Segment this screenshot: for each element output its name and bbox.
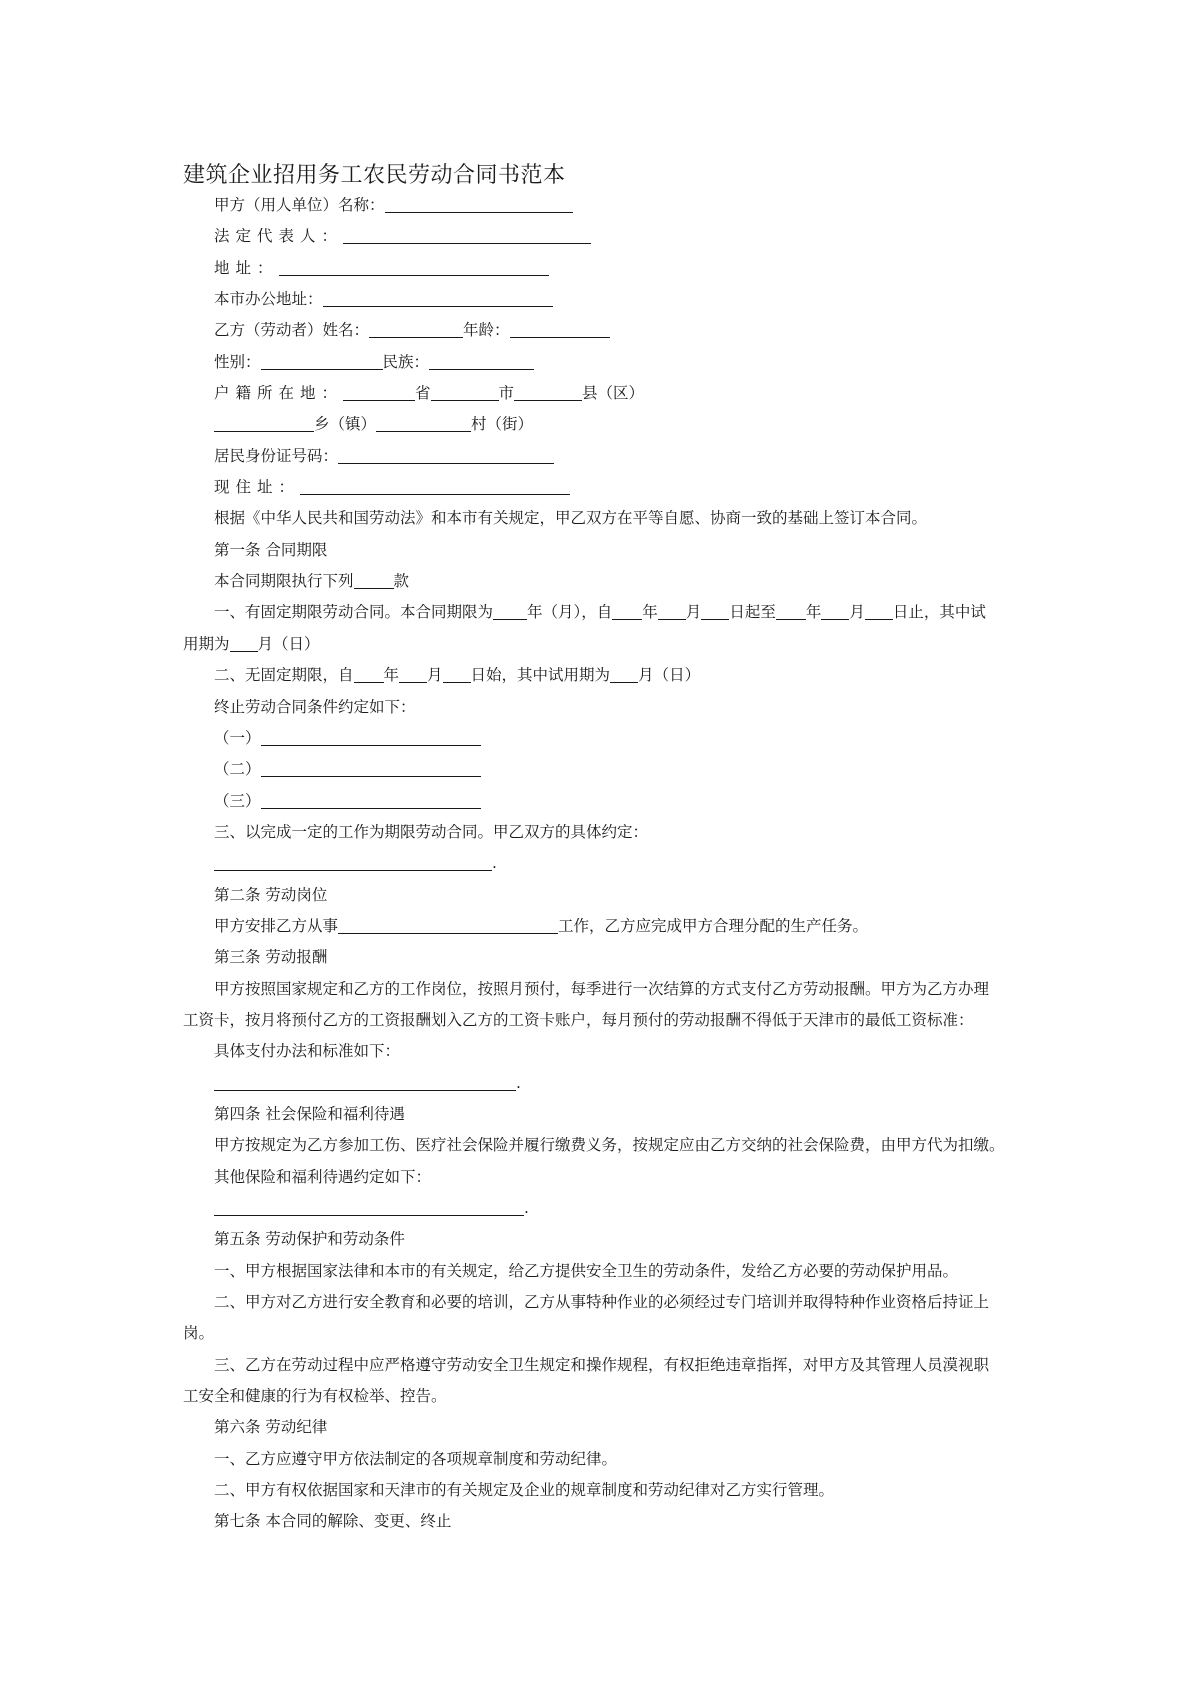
payment-method-label: 具体支付办法和标准如下： — [214, 1042, 401, 1061]
fixed-term-text: 日起至 — [729, 603, 776, 622]
gender-blank[interactable] — [261, 351, 383, 370]
open-term-line — [183, 660, 1043, 691]
article-3-heading: 第三条 劳动报酬 — [214, 948, 328, 967]
other-benefits-blank-line — [183, 1193, 1043, 1224]
job-position-text: 甲方安排乙方从事 — [214, 916, 339, 935]
period: . — [516, 1073, 521, 1092]
start-day-blank[interactable] — [701, 601, 729, 620]
end-year-blank[interactable] — [776, 601, 806, 620]
address-blank[interactable] — [279, 257, 549, 276]
termination-condition-2 — [183, 754, 1043, 785]
protection-item-1: 一、甲方根据国家法律和本市的有关规定，给乙方提供安全卫生的劳动条件，发给乙方必要的劳动保护用品。 — [214, 1261, 959, 1280]
job-position-blank[interactable] — [338, 915, 558, 934]
ethnic-blank[interactable] — [429, 351, 534, 370]
open-year-blank[interactable] — [354, 664, 384, 683]
period: . — [492, 854, 497, 873]
open-month-blank[interactable] — [399, 664, 427, 683]
condition-2-blank[interactable] — [261, 758, 481, 777]
article-1-heading: 第一条 合同期限 — [214, 540, 328, 559]
office-address-label: 本市办公地址： — [214, 290, 323, 309]
open-term-text: 日始，其中试用期为 — [470, 666, 611, 685]
probation-text: 用期为 — [183, 634, 230, 653]
residence-blank[interactable] — [300, 476, 570, 495]
age-blank[interactable] — [510, 319, 610, 338]
fixed-term-text: 年 — [805, 603, 822, 622]
article-4-heading: 第四条 社会保险和福利待遇 — [214, 1104, 405, 1123]
township-line — [183, 409, 1043, 440]
id-number-label: 居民身份证号码： — [214, 446, 339, 465]
article-6-heading: 第六条 劳动纪律 — [214, 1418, 328, 1437]
address-line — [183, 253, 1043, 284]
payment-method-blank-line — [183, 1068, 1043, 1099]
payment-method-blank[interactable] — [214, 1072, 516, 1091]
fixed-term-cont-line — [183, 629, 1043, 660]
term-select-blank[interactable] — [354, 570, 394, 589]
id-number-blank[interactable] — [338, 445, 554, 464]
end-day-blank[interactable] — [865, 601, 893, 620]
article-5-heading: 第五条 劳动保护和劳动条件 — [214, 1230, 405, 1249]
probation-text: 月（日） — [257, 634, 320, 653]
legal-rep-label: 法定代表人： — [214, 227, 344, 246]
township-blank[interactable] — [214, 413, 314, 432]
start-year-blank[interactable] — [612, 601, 642, 620]
other-benefits-label: 其他保险和福利待遇约定如下： — [214, 1167, 432, 1186]
legal-rep-blank[interactable] — [343, 225, 591, 244]
discipline-item-2: 二、甲方有权依据国家和天津市的有关规定及企业的规章制度和劳动纪律对乙方实行管理。 — [214, 1481, 835, 1500]
article-2-heading: 第二条 劳动岗位 — [214, 885, 328, 904]
condition-number: （三） — [214, 791, 261, 810]
fixed-term-text: 年 — [642, 603, 658, 622]
county-blank[interactable] — [514, 382, 582, 401]
party-a-name-label: 甲方（用人单位）名称： — [214, 196, 385, 214]
open-term-text: 月（日） — [638, 666, 701, 685]
fixed-term-text: 一、有固定期限劳动合同。本合同期限为 — [214, 603, 494, 622]
job-position-text: 工作，乙方应完成甲方合理分配的生产任务。 — [558, 916, 869, 935]
task-based-blank[interactable] — [214, 852, 492, 871]
fixed-term-text: 日止，其中试 — [892, 603, 986, 622]
open-term-text: 二、无固定期限，自 — [214, 666, 354, 685]
fixed-term-line — [183, 597, 1043, 628]
start-month-blank[interactable] — [658, 601, 686, 620]
fixed-term-text: 月 — [849, 603, 865, 622]
party-b-name-line — [183, 315, 1043, 346]
other-benefits-blank[interactable] — [214, 1197, 524, 1216]
end-month-blank[interactable] — [821, 601, 849, 620]
city-label: 市 — [498, 384, 515, 403]
id-number-line — [183, 441, 1043, 472]
term-select-line — [183, 566, 1043, 597]
remuneration-text-cont: 工资卡，按月将预付乙方的工资报酬划入乙方的工资卡账户，每月预付的劳动报酬不得低于天津市的最低工资标准： — [183, 1010, 974, 1029]
gender-line — [183, 347, 1043, 378]
condition-1-blank[interactable] — [261, 727, 481, 746]
probation-blank[interactable] — [230, 633, 258, 652]
office-address-line — [183, 284, 1043, 315]
fixed-term-text: 年（月），自 — [527, 603, 613, 622]
fixed-term-years-blank[interactable] — [493, 601, 527, 620]
protection-item-2-cont: 岗。 — [183, 1324, 215, 1343]
period: . — [524, 1199, 529, 1217]
open-term-text: 年 — [383, 666, 400, 685]
age-label: 年龄： — [463, 321, 510, 340]
province-label: 省 — [415, 384, 431, 403]
ethnic-label: 民族： — [382, 352, 430, 371]
protection-item-3-cont: 工安全和健康的行为有权检举、控告。 — [183, 1387, 447, 1406]
residence-label: 现住址： — [214, 478, 301, 497]
hukou-line — [183, 378, 1043, 409]
party-a-name-line — [183, 190, 1043, 221]
termination-condition-3 — [183, 786, 1043, 817]
protection-item-3: 三、乙方在劳动过程中应严格遵守劳动安全卫生规定和操作规程，有权拒绝违章指挥，对甲方及其管理人员漠视职 — [214, 1355, 990, 1374]
termination-condition-1 — [183, 723, 1043, 754]
document-title: 建筑企业招用务工农民劳动合同书范本 — [183, 163, 566, 188]
task-based-blank-line — [183, 848, 1043, 879]
termination-intro: 终止劳动合同条件约定如下： — [214, 697, 416, 716]
party-b-name-label: 乙方（劳动者）姓名： — [214, 321, 370, 340]
remuneration-text: 甲方按照国家规定和乙方的工作岗位，按照月预付，每季进行一次结算的方式支付乙方劳动报酬。甲方为乙方办理 — [214, 979, 990, 998]
contract-body — [183, 190, 1043, 1538]
condition-number: （一） — [214, 728, 261, 747]
term-select-suffix: 款 — [393, 572, 410, 591]
protection-item-2: 二、甲方对乙方进行安全教育和必要的培训，乙方从事特种作业的必须经过专门培训并取得特种作业资格后持证上 — [214, 1293, 990, 1312]
job-position-line — [183, 911, 1043, 942]
address-label: 地址： — [214, 258, 279, 277]
residence-line — [183, 472, 1043, 503]
preamble: 根据《中华人民共和国劳动法》和本市有关规定，甲乙双方在平等自愿、协商一致的基础上签订本合同。 — [214, 509, 928, 528]
village-label: 村（街） — [471, 415, 534, 434]
party-a-name-blank[interactable] — [385, 194, 573, 213]
legal-rep-line — [183, 221, 1043, 252]
city-blank[interactable] — [431, 382, 499, 401]
fixed-term-text: 月 — [685, 603, 702, 622]
article-7-heading: 第七条 本合同的解除、变更、终止 — [214, 1512, 452, 1531]
discipline-item-1: 一、乙方应遵守甲方依法制定的各项规章制度和劳动纪律。 — [214, 1449, 618, 1468]
open-day-blank[interactable] — [443, 664, 471, 683]
task-based-contract: 三、以完成一定的工作为期限劳动合同。甲乙双方的具体约定： — [214, 822, 649, 841]
office-address-blank[interactable] — [323, 288, 553, 307]
hukou-label: 户籍所在地： — [214, 384, 344, 403]
open-probation-blank[interactable] — [610, 664, 638, 683]
condition-3-blank[interactable] — [261, 790, 481, 809]
insurance-text: 甲方按规定为乙方参加工伤、医疗社会保险并履行缴费义务，按规定应由乙方交纳的社会保险费，由甲方代为扣缴。 — [214, 1136, 1005, 1155]
village-blank[interactable] — [376, 413, 471, 432]
province-blank[interactable] — [343, 382, 415, 401]
gender-label: 性别： — [214, 352, 261, 371]
township-label: 乡（镇） — [314, 415, 377, 434]
term-select-text: 本合同期限执行下列 — [214, 572, 354, 591]
county-label: 县（区） — [582, 384, 645, 403]
condition-number: （二） — [214, 760, 261, 779]
open-term-text: 月 — [427, 666, 443, 685]
party-b-name-blank[interactable] — [369, 319, 463, 338]
